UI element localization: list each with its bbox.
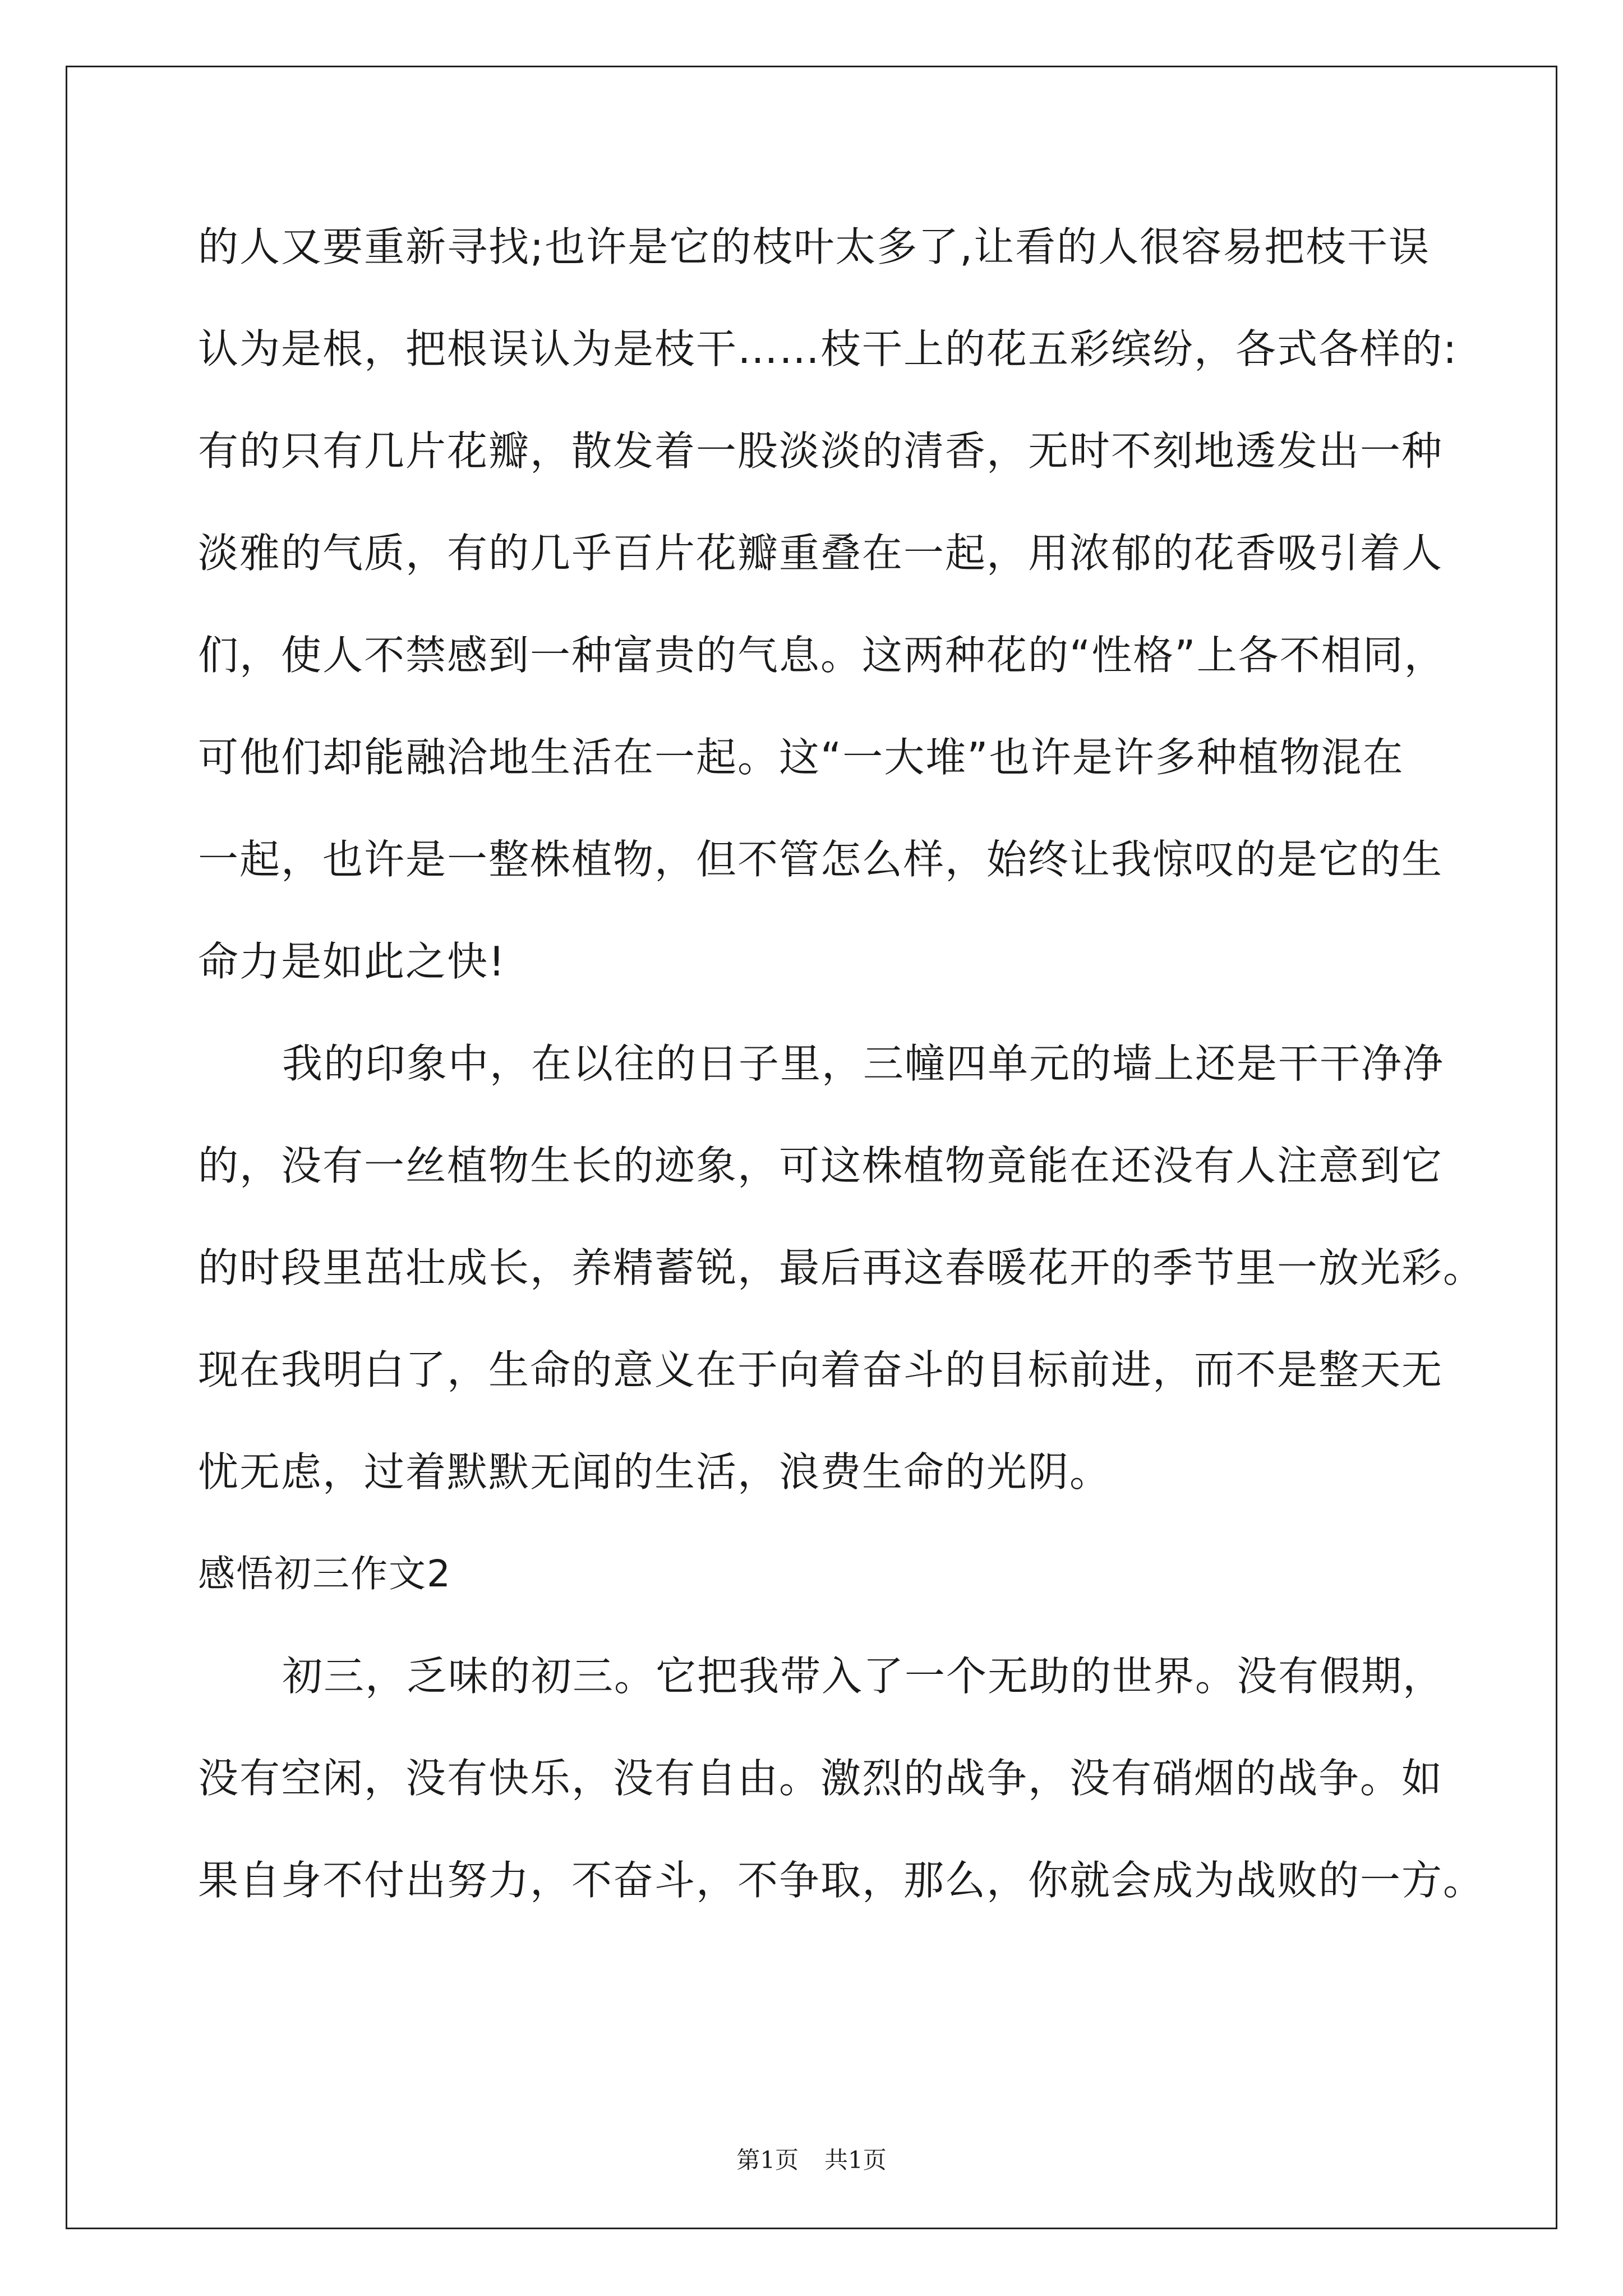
- text-line: 的时段里茁壮成长，养精蓄锐，最后再这春暖花开的季节里一放光彩。: [198, 1244, 1485, 1291]
- paragraph-start-line: 初三，乏味的初三。它把我带入了一个无助的世界。没有假期，: [282, 1653, 1445, 1700]
- text-line: 现在我明白了，生命的意义在于向着奋斗的目标前进，而不是整天无: [198, 1346, 1444, 1393]
- text-line: 忧无虑，过着默默无闻的生活，浪费生命的光阴。: [198, 1448, 1112, 1496]
- text-line: 的，没有一丝植物生长的迹象，可这株植物竟能在还没有人注意到它: [198, 1142, 1444, 1189]
- page-total: 共1页: [824, 2146, 887, 2174]
- text-line: 认为是根，把根误认为是枝干……枝干上的花五彩缤纷，各式各样的:: [198, 325, 1458, 372]
- text-line: 们，使人不禁感到一种富贵的气息。这两种花的“性格”上各不相同，: [198, 632, 1446, 679]
- text-line: 淡雅的气质，有的几乎百片花瓣重叠在一起，用浓郁的花香吸引着人: [198, 530, 1444, 577]
- section-heading: 感悟初三作文2: [198, 1552, 451, 1595]
- text-line: 没有空闲，没有快乐，没有自由。激烈的战争，没有硝烟的战争。如: [198, 1755, 1444, 1802]
- text-line: 命力是如此之快!: [198, 938, 506, 985]
- text-line: 一起，也许是一整株植物，但不管怎么样，始终让我惊叹的是它的生: [198, 836, 1444, 883]
- text-line: 果自身不付出努力，不奋斗，不争取，那么，你就会成为战败的一方。: [198, 1857, 1485, 1904]
- text-line: 有的只有几片花瓣，散发着一股淡淡的清香，无时不刻地透发出一种: [198, 427, 1444, 475]
- page-number: 第1页: [736, 2146, 799, 2174]
- paragraph-start-line: 我的印象中，在以往的日子里，三幢四单元的墙上还是干干净净: [282, 1040, 1445, 1087]
- text-line: 的人又要重新寻找;也许是它的枝叶太多了,让看的人很容易把枝干误: [198, 223, 1431, 270]
- text-line: 可他们却能融洽地生活在一起。这“一大堆”也许是许多种植物混在: [198, 734, 1404, 781]
- document-body: [198, 213, 1485, 1949]
- page-footer: [0, 2142, 1623, 2175]
